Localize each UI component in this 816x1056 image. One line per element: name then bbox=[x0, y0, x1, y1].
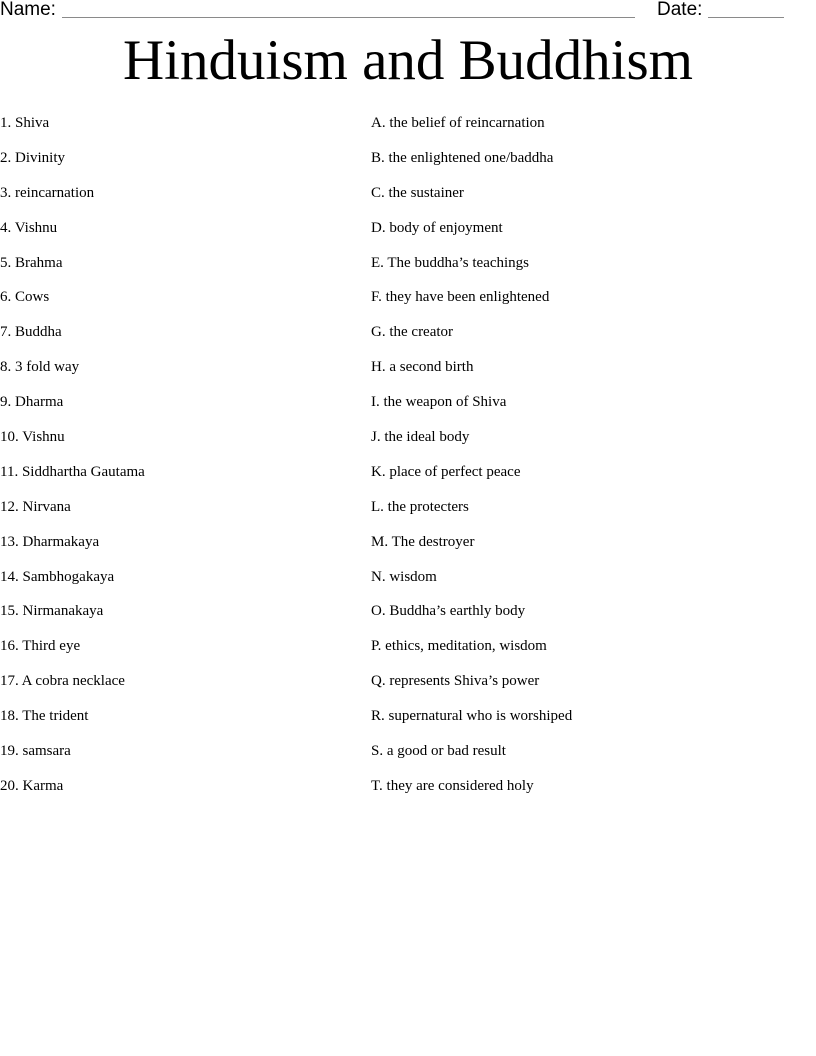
term-item: 19. samsara bbox=[0, 743, 71, 760]
definition-item: Q. represents Shiva’s power bbox=[371, 673, 540, 690]
definition-item: H. a second birth bbox=[371, 359, 474, 376]
definition-item: B. the enlightened one/baddha bbox=[371, 149, 554, 166]
term-item: 3. reincarnation bbox=[0, 184, 95, 201]
term-item: 15. Nirmanakaya bbox=[0, 603, 104, 620]
definition-item: R. supernatural who is worshiped bbox=[371, 708, 573, 725]
term-item: 4. Vishnu bbox=[0, 219, 58, 236]
definition-item: S. a good or bad result bbox=[371, 743, 506, 760]
definition-item: G. the creator bbox=[371, 324, 454, 341]
definition-item: F. they have been enlightened bbox=[371, 289, 550, 306]
date-field-line[interactable] bbox=[708, 17, 784, 18]
term-item: 18. The trident bbox=[0, 708, 89, 725]
definitions-column bbox=[371, 113, 811, 811]
date-label: Date: bbox=[657, 0, 703, 20]
definition-item: M. The destroyer bbox=[371, 533, 475, 550]
term-item: 7. Buddha bbox=[0, 324, 62, 341]
term-item: 14. Sambhogakaya bbox=[0, 568, 115, 585]
term-item: 17. A cobra necklace bbox=[0, 673, 125, 690]
name-label: Name: bbox=[0, 0, 56, 20]
definition-item: O. Buddha’s earthly body bbox=[371, 603, 526, 620]
term-item: 2. Divinity bbox=[0, 149, 66, 166]
definition-item: J. the ideal body bbox=[371, 429, 470, 446]
term-item: 6. Cows bbox=[0, 289, 50, 306]
definition-item: L. the protecters bbox=[371, 498, 469, 515]
definition-item: A. the belief of reincarnation bbox=[371, 115, 545, 131]
definition-item: K. place of perfect peace bbox=[371, 463, 521, 480]
worksheet-header bbox=[0, 0, 816, 24]
term-item: 1. Shiva bbox=[0, 115, 50, 131]
definition-item: N. wisdom bbox=[371, 568, 437, 585]
term-item: 9. Dharma bbox=[0, 394, 64, 411]
definition-item: E. The buddha’s teachings bbox=[371, 254, 530, 271]
terms-column bbox=[0, 113, 360, 811]
term-item: 20. Karma bbox=[0, 777, 64, 794]
term-item: 5. Brahma bbox=[0, 254, 63, 271]
name-field-line[interactable] bbox=[62, 17, 635, 18]
definition-item: P. ethics, meditation, wisdom bbox=[371, 638, 547, 655]
term-item: 8. 3 fold way bbox=[0, 359, 80, 376]
definition-item: C. the sustainer bbox=[371, 184, 464, 201]
term-item: 13. Dharmakaya bbox=[0, 533, 100, 550]
worksheet-title: Hinduism and Buddhism bbox=[122, 29, 694, 92]
definition-item: T. they are considered holy bbox=[371, 777, 534, 794]
term-item: 11. Siddhartha Gautama bbox=[0, 463, 145, 480]
term-item: 10. Vishnu bbox=[0, 429, 65, 446]
definition-item: I. the weapon of Shiva bbox=[371, 394, 507, 411]
term-item: 16. Third eye bbox=[0, 638, 81, 655]
term-item: 12. Nirvana bbox=[0, 498, 71, 515]
definition-item: D. body of enjoyment bbox=[371, 219, 503, 236]
